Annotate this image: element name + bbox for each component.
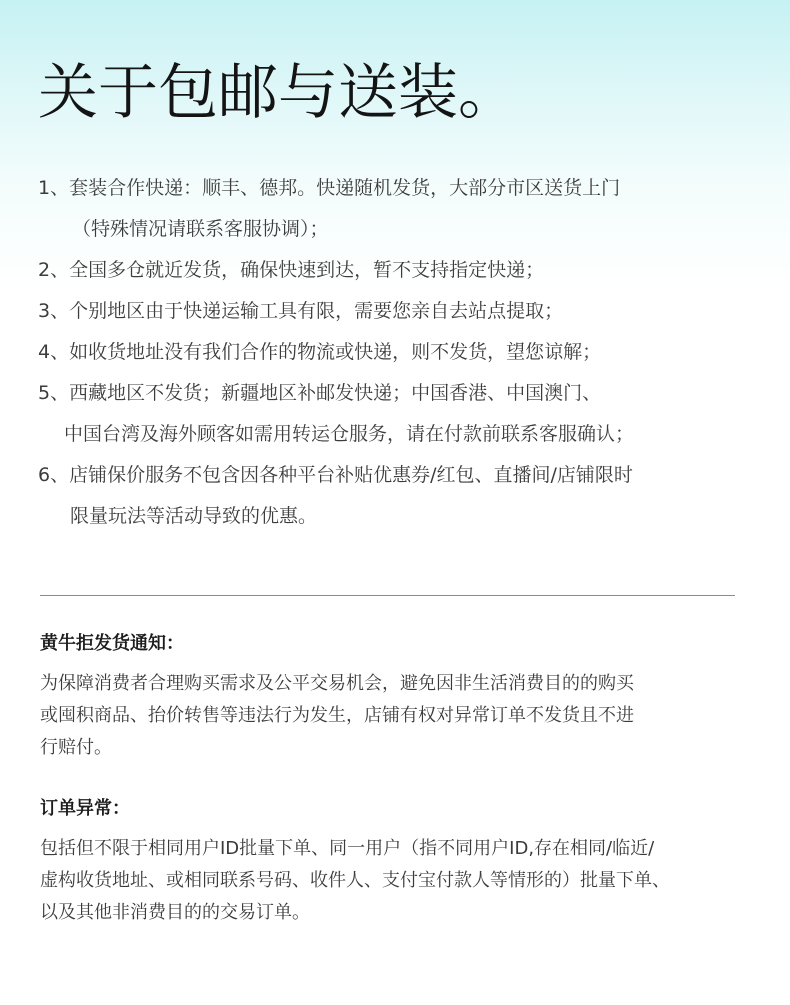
scalper-notice-line: 或囤积商品、抬价转售等违法行为发生，店铺有权对异常订单不发货且不进 [40,705,634,726]
scalper-notice-line: 行赔付。 [40,737,112,758]
abnormal-orders-line: 以及其他非消费目的的交易订单。 [40,902,310,923]
policy-item-3: 3、个别地区由于快递运输工具有限，需要您亲自去站点提取； [38,300,564,322]
policy-list [38,168,758,537]
policy-item-5-continued: 中国台湾及海外顾客如需用转运仓服务，请在付款前联系客服确认； [64,423,635,445]
policy-item-2: 2、全国多仓就近发货，确保快速到达，暂不支持指定快递； [38,259,545,281]
abnormal-orders-body [40,833,755,929]
policy-item-5: 5、西藏地区不发货；新疆地区补邮发快递；中国香港、中国澳门、 [38,382,602,404]
scalper-notice-body [40,668,755,764]
policy-item-4: 4、如收货地址没有我们合作的物流或快递，则不发货，望您谅解； [38,341,602,363]
abnormal-orders-line: 虚构收货地址、或相同联系号码、收件人、支付宝付款人等情形的）批量下单、 [40,870,670,891]
policy-item-6: 6、店铺保价服务不包含因各种平台补贴优惠券/红包、直播间/店铺限时 [38,464,633,486]
scalper-notice-line: 为保障消费者合理购买需求及公平交易机会，避免因非生活消费目的的购买 [40,673,634,694]
policy-item-1-continued: （特殊情况请联系客服协调）； [72,218,329,240]
policy-item-6-continued: 限量玩法等活动导致的优惠。 [70,505,318,527]
policy-item-1: 1、套装合作快递：顺丰、德邦。快递随机发货，大部分市区送货上门 [38,177,621,199]
abnormal-orders-heading: 订单异常： [40,798,130,819]
page-title: 关于包邮与送装。 [38,58,518,128]
scalper-notice-heading: 黄牛拒发货通知： [40,633,184,654]
section-divider [40,595,735,596]
abnormal-orders-line: 包括但不限于相同用户ID批量下单、同一用户（指不同用户ID,存在相同/临近/ [40,838,655,859]
